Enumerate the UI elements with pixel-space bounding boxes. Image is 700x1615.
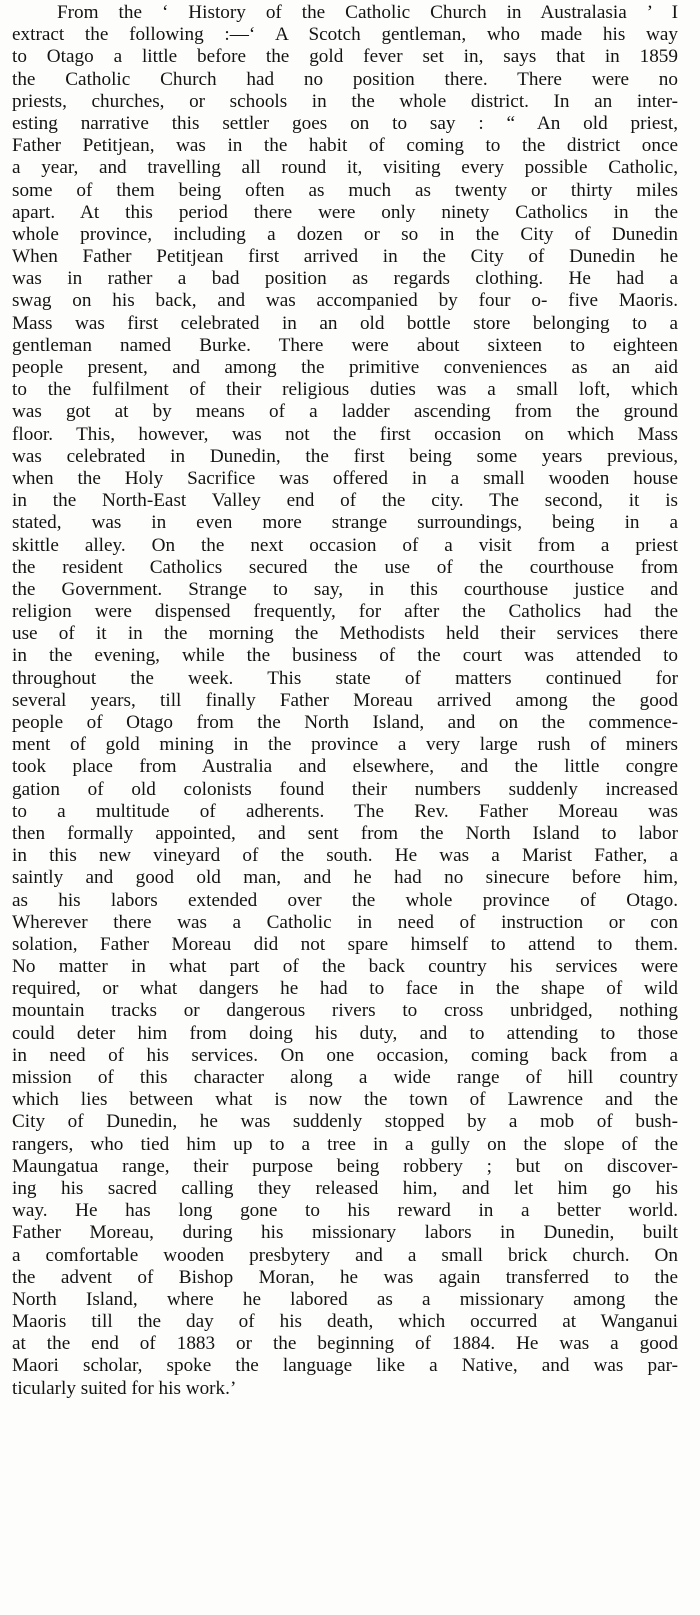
- text-line: From the ‘ History of the Catholic Church in Australasia ’ I: [57, 2, 678, 23]
- text-line: to the fulfilment of their religious duties was a small loft, which: [12, 379, 678, 401]
- text-line: Maori scholar, spoke the language like a Native, and was par-: [12, 1355, 678, 1377]
- text-line: extract the following :—‘ A Scotch gentleman, who made his way: [12, 24, 678, 46]
- text-line: in need of his services. On one occasion, coming back from a: [12, 1044, 678, 1066]
- text-line: rangers, who tied him up to a tree in a gully on the slope of the: [12, 1133, 678, 1155]
- text-line: throughout the week. This state of matters continued for: [12, 667, 678, 689]
- text-line: was celebrated in Dunedin, the first being some years previous,: [12, 445, 678, 467]
- text-line: people present, and among the primitive conveniences as an aid: [12, 357, 678, 378]
- text-line: use of it in the morning the Methodists held their services there: [12, 623, 678, 645]
- text-line: floor. This, however, was not the first occasion on which Mass: [12, 423, 678, 445]
- text-line: ing his sacred calling they released him, and let him go his: [12, 1177, 678, 1199]
- text-line: religion were dispensed frequently, for after the Catholics had the: [12, 601, 678, 623]
- text-line: at the end of 1883 or the beginning of 1884. He was a good: [12, 1333, 678, 1355]
- text-line: a comfortable wooden presbytery and a small brick church. On: [12, 1244, 678, 1266]
- text-line: when the Holy Sacrifice was offered in a small wooden house: [12, 467, 678, 489]
- text-line: the advent of Bishop Moran, he was again transferred to the: [12, 1266, 678, 1288]
- text-line: ticularly suited for his work.’: [12, 1377, 237, 1399]
- text-line: to Otago a little before the gold fever set in, says that in 1859: [12, 46, 678, 68]
- text-line: Father Moreau, during his missionary labors in Dunedin, built: [12, 1222, 678, 1244]
- text-line: to a multitude of adherents. The Rev. Father Moreau was: [12, 800, 678, 822]
- text-line: some of them being often as much as twenty or thirty miles: [12, 179, 678, 201]
- text-line: Maoris till the day of his death, which occurred at Wanganui: [12, 1311, 678, 1333]
- text-line: skittle alley. On the next occasion of a visit from a priest: [12, 534, 678, 556]
- text-line: whole province, including a dozen or so in the City of Dunedin: [12, 223, 678, 245]
- text-block: [12, 2, 678, 1400]
- text-line: ment of gold mining in the province a very large rush of miners: [12, 734, 678, 756]
- text-line: way. He has long gone to his reward in a better world.: [12, 1200, 678, 1222]
- text-line: took place from Australia and elsewhere, and the little congre: [12, 756, 678, 778]
- text-line: No matter in what part of the back country his services were: [12, 956, 678, 978]
- text-line: in this new vineyard of the south. He was a Marist Father, a: [12, 845, 678, 867]
- text-line: could deter him from doing his duty, and to attending to those: [12, 1022, 678, 1044]
- text-line: North Island, where he labored as a missionary among the: [12, 1288, 678, 1310]
- text-line: Father Petitjean, was in the habit of coming to the district once: [12, 135, 678, 157]
- text-line: required, or what dangers he had to face in the shape of wild: [12, 978, 678, 1000]
- text-line: a year, and travelling all round it, visiting every possible Catholic,: [12, 157, 678, 179]
- text-line: mountain tracks or dangerous rivers to cross unbridged, nothing: [12, 1000, 678, 1022]
- text-line: Maungatua range, their purpose being robbery ; but on discover-: [12, 1155, 678, 1177]
- text-line: saintly and good old man, and he had no sinecure before him,: [12, 867, 678, 889]
- text-line: priests, churches, or schools in the whole district. In an inter-: [12, 90, 678, 112]
- text-line: solation, Father Moreau did not spare himself to attend to them.: [12, 933, 678, 955]
- text-line: several years, till finally Father Moreau arrived among the good: [12, 689, 678, 711]
- text-line: apart. At this period there were only ninety Catholics in the: [12, 201, 678, 223]
- text-line: in the North-East Valley end of the city. The second, it is: [12, 490, 678, 512]
- text-line: then formally appointed, and sent from the North Island to labor: [12, 822, 678, 844]
- text-line: people of Otago from the North Island, and on the commence-: [12, 712, 678, 733]
- text-line: stated, was in even more strange surroundings, being in a: [12, 512, 678, 534]
- text-line: the Government. Strange to say, in this courthouse justice and: [12, 578, 678, 600]
- text-line: When Father Petitjean first arrived in the City of Dunedin he: [12, 246, 678, 268]
- text-line: as his labors extended over the whole province of Otago.: [12, 889, 678, 911]
- text-line: mission of this character along a wide range of hill country: [12, 1067, 678, 1088]
- text-line: gentleman named Burke. There were about sixteen to eighteen: [12, 334, 678, 356]
- text-line: City of Dunedin, he was suddenly stopped by a mob of bush-: [12, 1111, 678, 1133]
- text-line: was in rather a bad position as regards clothing. He had a: [12, 268, 678, 290]
- text-line: Mass was first celebrated in an old bottle store belonging to a: [12, 312, 678, 334]
- text-line: was got at by means of a ladder ascending from the ground: [12, 401, 678, 423]
- text-line: gation of old colonists found their numbers suddenly increased: [12, 778, 678, 800]
- text-line: which lies between what is now the town of Lawrence and the: [12, 1089, 678, 1111]
- text-line: the Catholic Church had no position there. There were no: [12, 68, 678, 90]
- text-line: esting narrative this settler goes on to say : “ An old priest,: [12, 112, 678, 134]
- text-line: in the evening, while the business of the court was attended to: [12, 645, 678, 667]
- text-line: swag on his back, and was accompanied by four o- five Maoris.: [12, 290, 678, 312]
- text-line: Wherever there was a Catholic in need of instruction or con: [12, 911, 678, 933]
- text-line: the resident Catholics secured the use of the courthouse from: [12, 556, 678, 578]
